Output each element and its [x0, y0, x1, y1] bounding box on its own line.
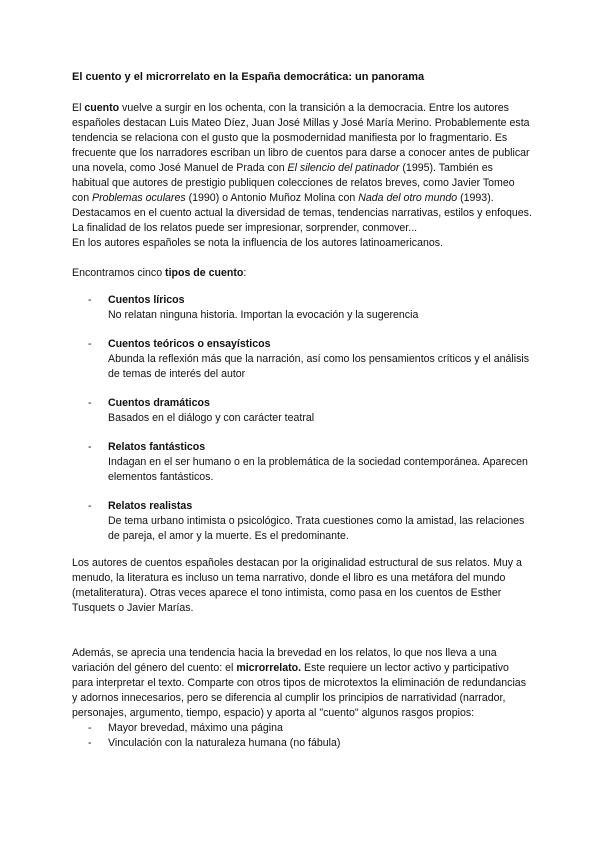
micro-bold: microrrelato. — [236, 662, 302, 674]
list-item — [72, 736, 532, 751]
types-intro-pre: Encontramos cinco — [72, 267, 166, 279]
diversity-paragraph: Destacamos en el cuento actual la diversidad de temas, tendencias narrativas, estilos y enfoques. La finalidad de los relatos puede ser impresionar, sorprender, conmover... — [72, 207, 532, 234]
list-bullet: - — [88, 722, 92, 734]
intro-text-b: (1995). También es habitual que autores de prestigio publiquen colecciones de relatos breves, como Javier Tomeo con — [72, 162, 515, 204]
type-title: Cuentos dramáticos — [108, 397, 210, 409]
type-description: Basados en el diálogo y con carácter teatral — [108, 412, 315, 424]
intro-paragraph — [72, 101, 532, 206]
type-description: De tema urbano intimista o psicológico. Trata cuestiones como la amistad, las relaciones de pareja, el amor y la muerte. Es el predominante. — [108, 515, 525, 542]
intro-text-d: (1993). — [457, 192, 494, 204]
micro-text-post: Este requiere un lector activo y participativo para interpretar el texto. Comparte con otros tipos de microtextos la eliminación de redundancias y adornos innecesarios, pero se diferencia al cumplir los principios de narratividad (narrador, personajes, argumento, tiempo, espacio) y aporta al "cuento" algunos rasgos propios: — [72, 662, 527, 719]
types-intro-bold: tipos de cuento — [165, 267, 244, 279]
type-title: Relatos realistas — [108, 500, 193, 512]
type-description: Indagan en el ser humano o en la problemática de la sociedad contemporánea. Aparecen elementos fantásticos. — [108, 456, 528, 483]
list-bullet: - — [88, 737, 92, 749]
influence-paragraph: En los autores españoles se nota la influencia de los autores latinoamericanos. — [72, 237, 444, 249]
list-item — [72, 396, 532, 426]
list-item — [72, 337, 532, 382]
book-title-silencio: El silencio del patinador — [287, 162, 400, 174]
page-title: El cuento y el microrrelato en la España democrática: un panorama — [72, 71, 425, 83]
list-bullet: - — [88, 441, 92, 453]
micro-text-pre: Además, se aprecia una tendencia hacia la brevedad en los relatos, lo que nos lleva a una variación del género del cuento: el — [72, 647, 497, 674]
list-item — [72, 721, 532, 736]
type-title: Relatos fantásticos — [108, 441, 206, 453]
intro-bold-cuento: cuento — [84, 102, 120, 114]
intro-text-a: vuelve a surgir en los ochenta, con la transición a la democracia. Entre los autores españoles destacan Luis Mateo Díez, Juan José Millas y José María Merino. Probablemente esta tendencia se relaciona con el gusto que la posmodernidad manifiesta por lo fragmentario. Es frecuente que los narradores escriban un libro de cuentos para darse a conocer antes de publicar una novela, como José Manuel de Prada con — [72, 102, 530, 174]
list-bullet: - — [88, 294, 92, 306]
microrrelato-paragraph — [72, 646, 532, 721]
property-text: Vinculación con la naturaleza humana (no fábula) — [108, 737, 341, 749]
book-title-problemas: Problemas oculares — [92, 192, 186, 204]
type-title: Cuentos líricos — [108, 294, 185, 306]
types-list — [72, 293, 532, 544]
type-description: Abunda la reflexión más que la narración, así como los pensamientos críticos y el análisis de temas de interés del autor — [108, 353, 530, 380]
list-item — [72, 499, 532, 544]
originality-paragraph: Los autores de cuentos españoles destacan por la originalidad estructural de sus relatos. Muy a menudo, la literatura es incluso un tema narrativo, donde el libro es una metáfora del mundo (metaliteratura). Otras veces aparece el tono intimista, como pasa en los cuentos de Esther Tusquets o Javier Marías. — [72, 557, 522, 614]
type-title: Cuentos teóricos o ensayísticos — [108, 338, 271, 350]
list-bullet: - — [88, 500, 92, 512]
document-page — [72, 70, 532, 751]
intro-text-c: (1990) o Antonio Muñoz Molina con — [185, 192, 359, 204]
list-bullet: - — [88, 397, 92, 409]
list-bullet: - — [88, 338, 92, 350]
types-intro — [72, 266, 532, 281]
intro-text-pre: El — [72, 102, 85, 114]
types-intro-post: : — [243, 267, 247, 279]
property-text: Mayor brevedad, máximo una página — [108, 722, 283, 734]
list-item — [72, 440, 532, 485]
properties-list — [72, 721, 532, 751]
type-description: No relatan ninguna historia. Importan la evocación y la sugerencia — [108, 309, 419, 321]
list-item — [72, 293, 532, 323]
book-title-nada: Nada del otro mundo — [358, 192, 458, 204]
